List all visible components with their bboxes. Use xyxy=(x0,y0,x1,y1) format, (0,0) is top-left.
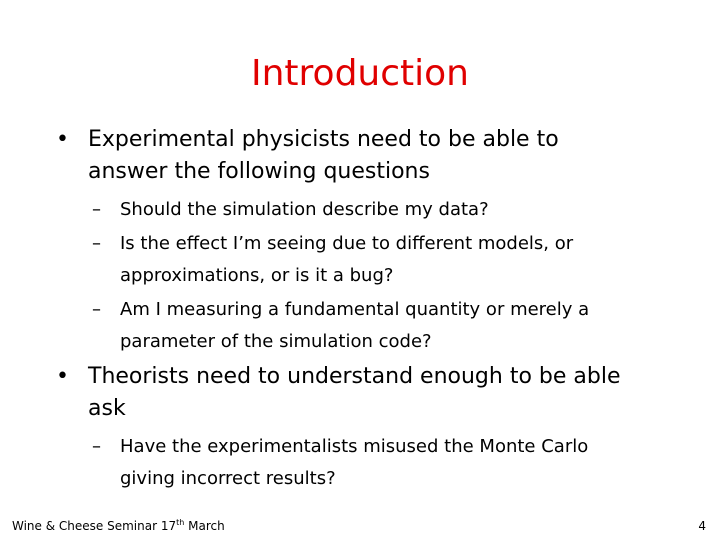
sub-text-line: Am I measuring a fundamental quantity or merely a xyxy=(120,299,590,320)
dash-marker: – xyxy=(92,199,101,220)
sub-item xyxy=(88,228,676,292)
footer-seminar-suffix: March xyxy=(184,519,225,533)
sub-text-line: giving incorrect results? xyxy=(120,468,336,489)
sub-text-line: approximations, or is it a bug? xyxy=(120,265,394,286)
sub-text-line: parameter of the simulation code? xyxy=(120,331,432,352)
bullet-marker: • xyxy=(56,127,69,152)
sub-list xyxy=(88,194,676,358)
page-number: 4 xyxy=(698,519,706,533)
bullet-item xyxy=(56,361,676,425)
bullet-marker: • xyxy=(56,364,69,389)
sub-text-line: Is the effect I’m seeing due to different models, or xyxy=(120,233,574,254)
bullet-text-line: answer the following questions xyxy=(88,159,430,184)
bullet-text-line: Experimental physicists need to be able to xyxy=(88,127,559,152)
bullet-item xyxy=(56,124,676,188)
footer-seminar-sup: th xyxy=(176,518,185,527)
sub-text-line: Have the experimentalists misused the Monte Carlo xyxy=(120,436,589,457)
sub-text-line: Should the simulation describe my data? xyxy=(120,199,489,220)
bullet-block-2 xyxy=(56,361,676,497)
dash-marker: – xyxy=(92,233,101,254)
bullet-block-1 xyxy=(56,124,676,360)
sub-list xyxy=(88,431,676,495)
footer-seminar xyxy=(12,518,225,534)
bullet-text-line: ask xyxy=(88,396,126,421)
dash-marker: – xyxy=(92,299,101,320)
bullet-text-line: Theorists need to understand enough to be able xyxy=(88,364,621,389)
sub-item xyxy=(88,194,676,226)
slide-title: Introduction xyxy=(250,53,469,94)
footer-seminar-prefix: Wine & Cheese Seminar 17 xyxy=(12,519,177,533)
sub-item xyxy=(88,294,676,358)
sub-item xyxy=(88,431,676,495)
dash-marker: – xyxy=(92,436,101,457)
